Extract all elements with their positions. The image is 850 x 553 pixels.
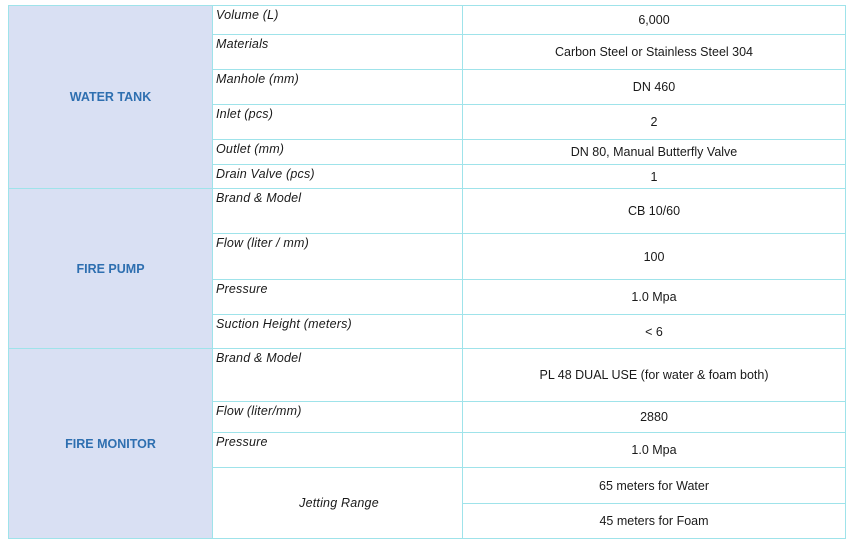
param-value: PL 48 DUAL USE (for water & foam both) bbox=[463, 349, 846, 402]
param-label: Pressure bbox=[213, 433, 463, 468]
param-value: 1.0 Mpa bbox=[463, 433, 846, 468]
table-row bbox=[9, 189, 846, 234]
param-label: Pressure bbox=[213, 280, 463, 315]
param-label: Flow (liter / mm) bbox=[213, 234, 463, 280]
param-label: Suction Height (meters) bbox=[213, 315, 463, 349]
category-water-tank: WATER TANK bbox=[9, 6, 213, 189]
param-label: Brand & Model bbox=[213, 349, 463, 402]
param-value: DN 460 bbox=[463, 70, 846, 105]
table-row bbox=[9, 6, 846, 35]
param-value: 45 meters for Foam bbox=[463, 504, 846, 539]
param-value: 2 bbox=[463, 105, 846, 140]
param-label: Materials bbox=[213, 35, 463, 70]
param-label: Drain Valve (pcs) bbox=[213, 165, 463, 189]
param-value: < 6 bbox=[463, 315, 846, 349]
param-value: CB 10/60 bbox=[463, 189, 846, 234]
param-value: Carbon Steel or Stainless Steel 304 bbox=[463, 35, 846, 70]
param-value: 65 meters for Water bbox=[463, 468, 846, 504]
param-value: 1 bbox=[463, 165, 846, 189]
param-label: Jetting Range bbox=[213, 468, 463, 539]
param-value: 100 bbox=[463, 234, 846, 280]
param-value: 1.0 Mpa bbox=[463, 280, 846, 315]
param-label: Manhole (mm) bbox=[213, 70, 463, 105]
param-label: Flow (liter/mm) bbox=[213, 402, 463, 433]
param-label: Outlet (mm) bbox=[213, 140, 463, 165]
specification-table bbox=[8, 5, 846, 539]
category-fire-pump: FIRE PUMP bbox=[9, 189, 213, 349]
param-value: 6,000 bbox=[463, 6, 846, 35]
table-row bbox=[9, 349, 846, 402]
param-label: Inlet (pcs) bbox=[213, 105, 463, 140]
category-fire-monitor: FIRE MONITOR bbox=[9, 349, 213, 539]
param-label: Volume (L) bbox=[213, 6, 463, 35]
param-label: Brand & Model bbox=[213, 189, 463, 234]
param-value: 2880 bbox=[463, 402, 846, 433]
param-value: DN 80, Manual Butterfly Valve bbox=[463, 140, 846, 165]
